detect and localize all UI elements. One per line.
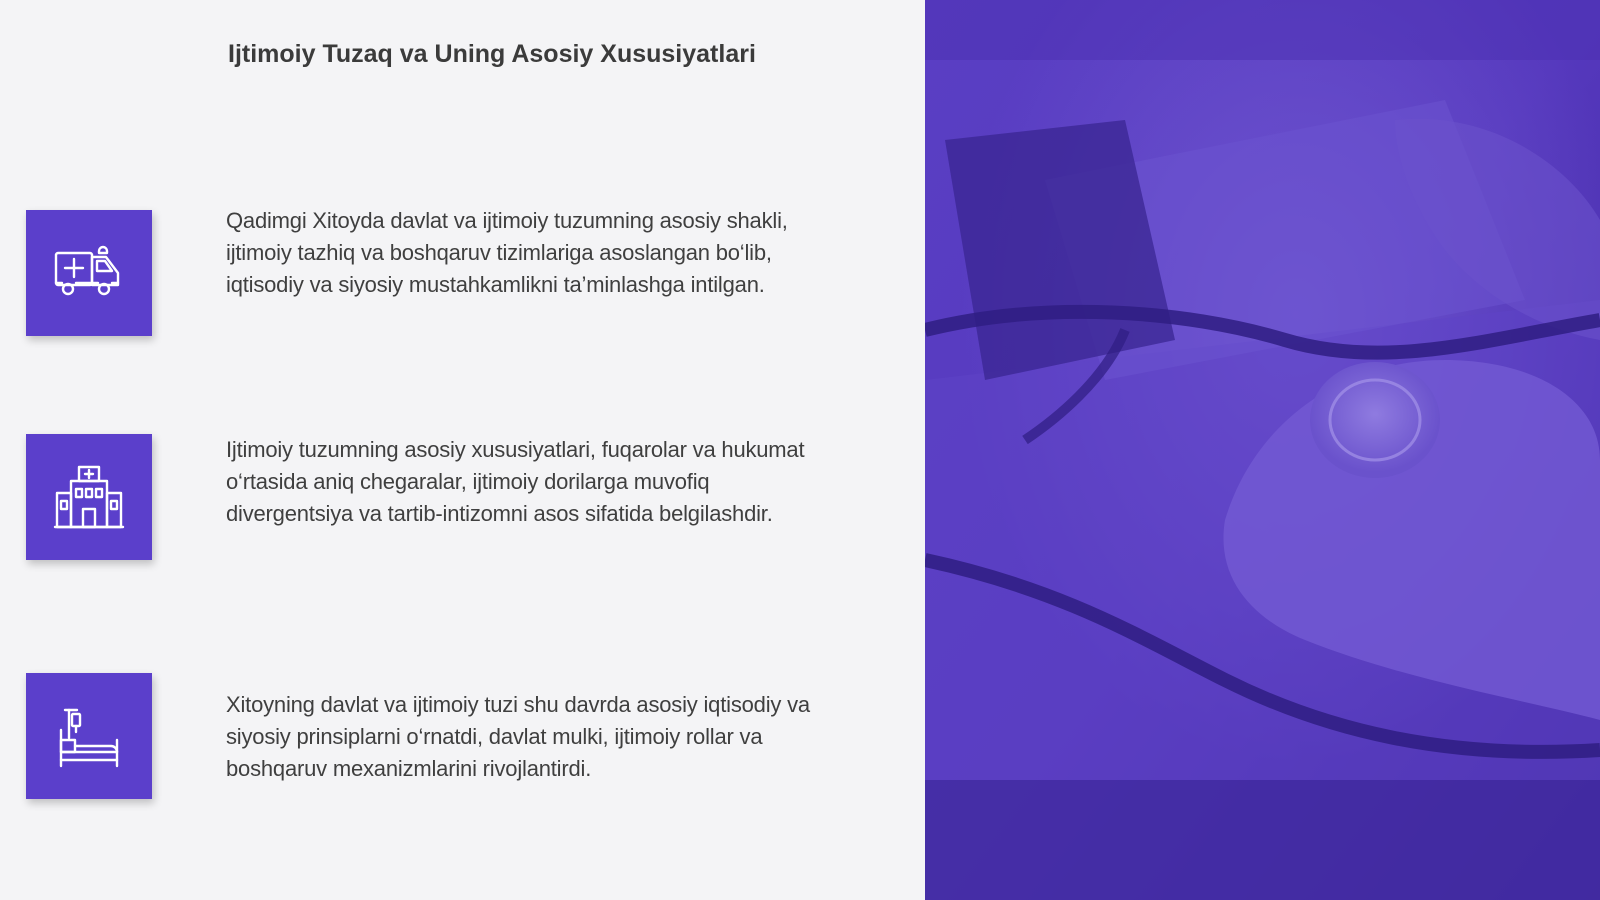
item-text-3: Xitoyning davlat va ijtimoiy tuzi shu davrda asosiy iqtisodiy va siyosiy prinsiplarni o‘rnatdi, davlat mulki, ijtimoiy rollar va boshqaruv mexanizmlarini rivojlantirdi.: [226, 692, 810, 781]
hospital-bed-icon-tile: [26, 673, 152, 799]
hospital-icon: [53, 461, 125, 533]
slide-title: Ijtimoiy Tuzaq va Uning Asosiy Xususiyatlari: [228, 40, 756, 68]
item-text-1: Qadimgi Xitoyda davlat va ijtimoiy tuzumning asosiy shakli, ijtimoiy tazhiq va boshqaruv tizimlariga asoslangan bo‘lib, iqtisodiy va siyosiy mustahkamlikni ta’minlashga intilgan.: [226, 208, 788, 297]
hospital-bed-icon: [53, 700, 125, 772]
item-text-2: Ijtimoiy tuzumning asosiy xususiyatlari, fuqarolar va hukumat o‘rtasida aniq chegaralar, ijtimoiy dorilarga muvofiq divergentsiya va tartib-intizomni asos sifatida belgilashdir.: [226, 437, 805, 526]
ambulance-icon-tile: [26, 210, 152, 336]
hospital-icon-tile: [26, 434, 152, 560]
ambulance-icon: [53, 237, 125, 309]
stethoscope-photo: [925, 0, 1600, 900]
